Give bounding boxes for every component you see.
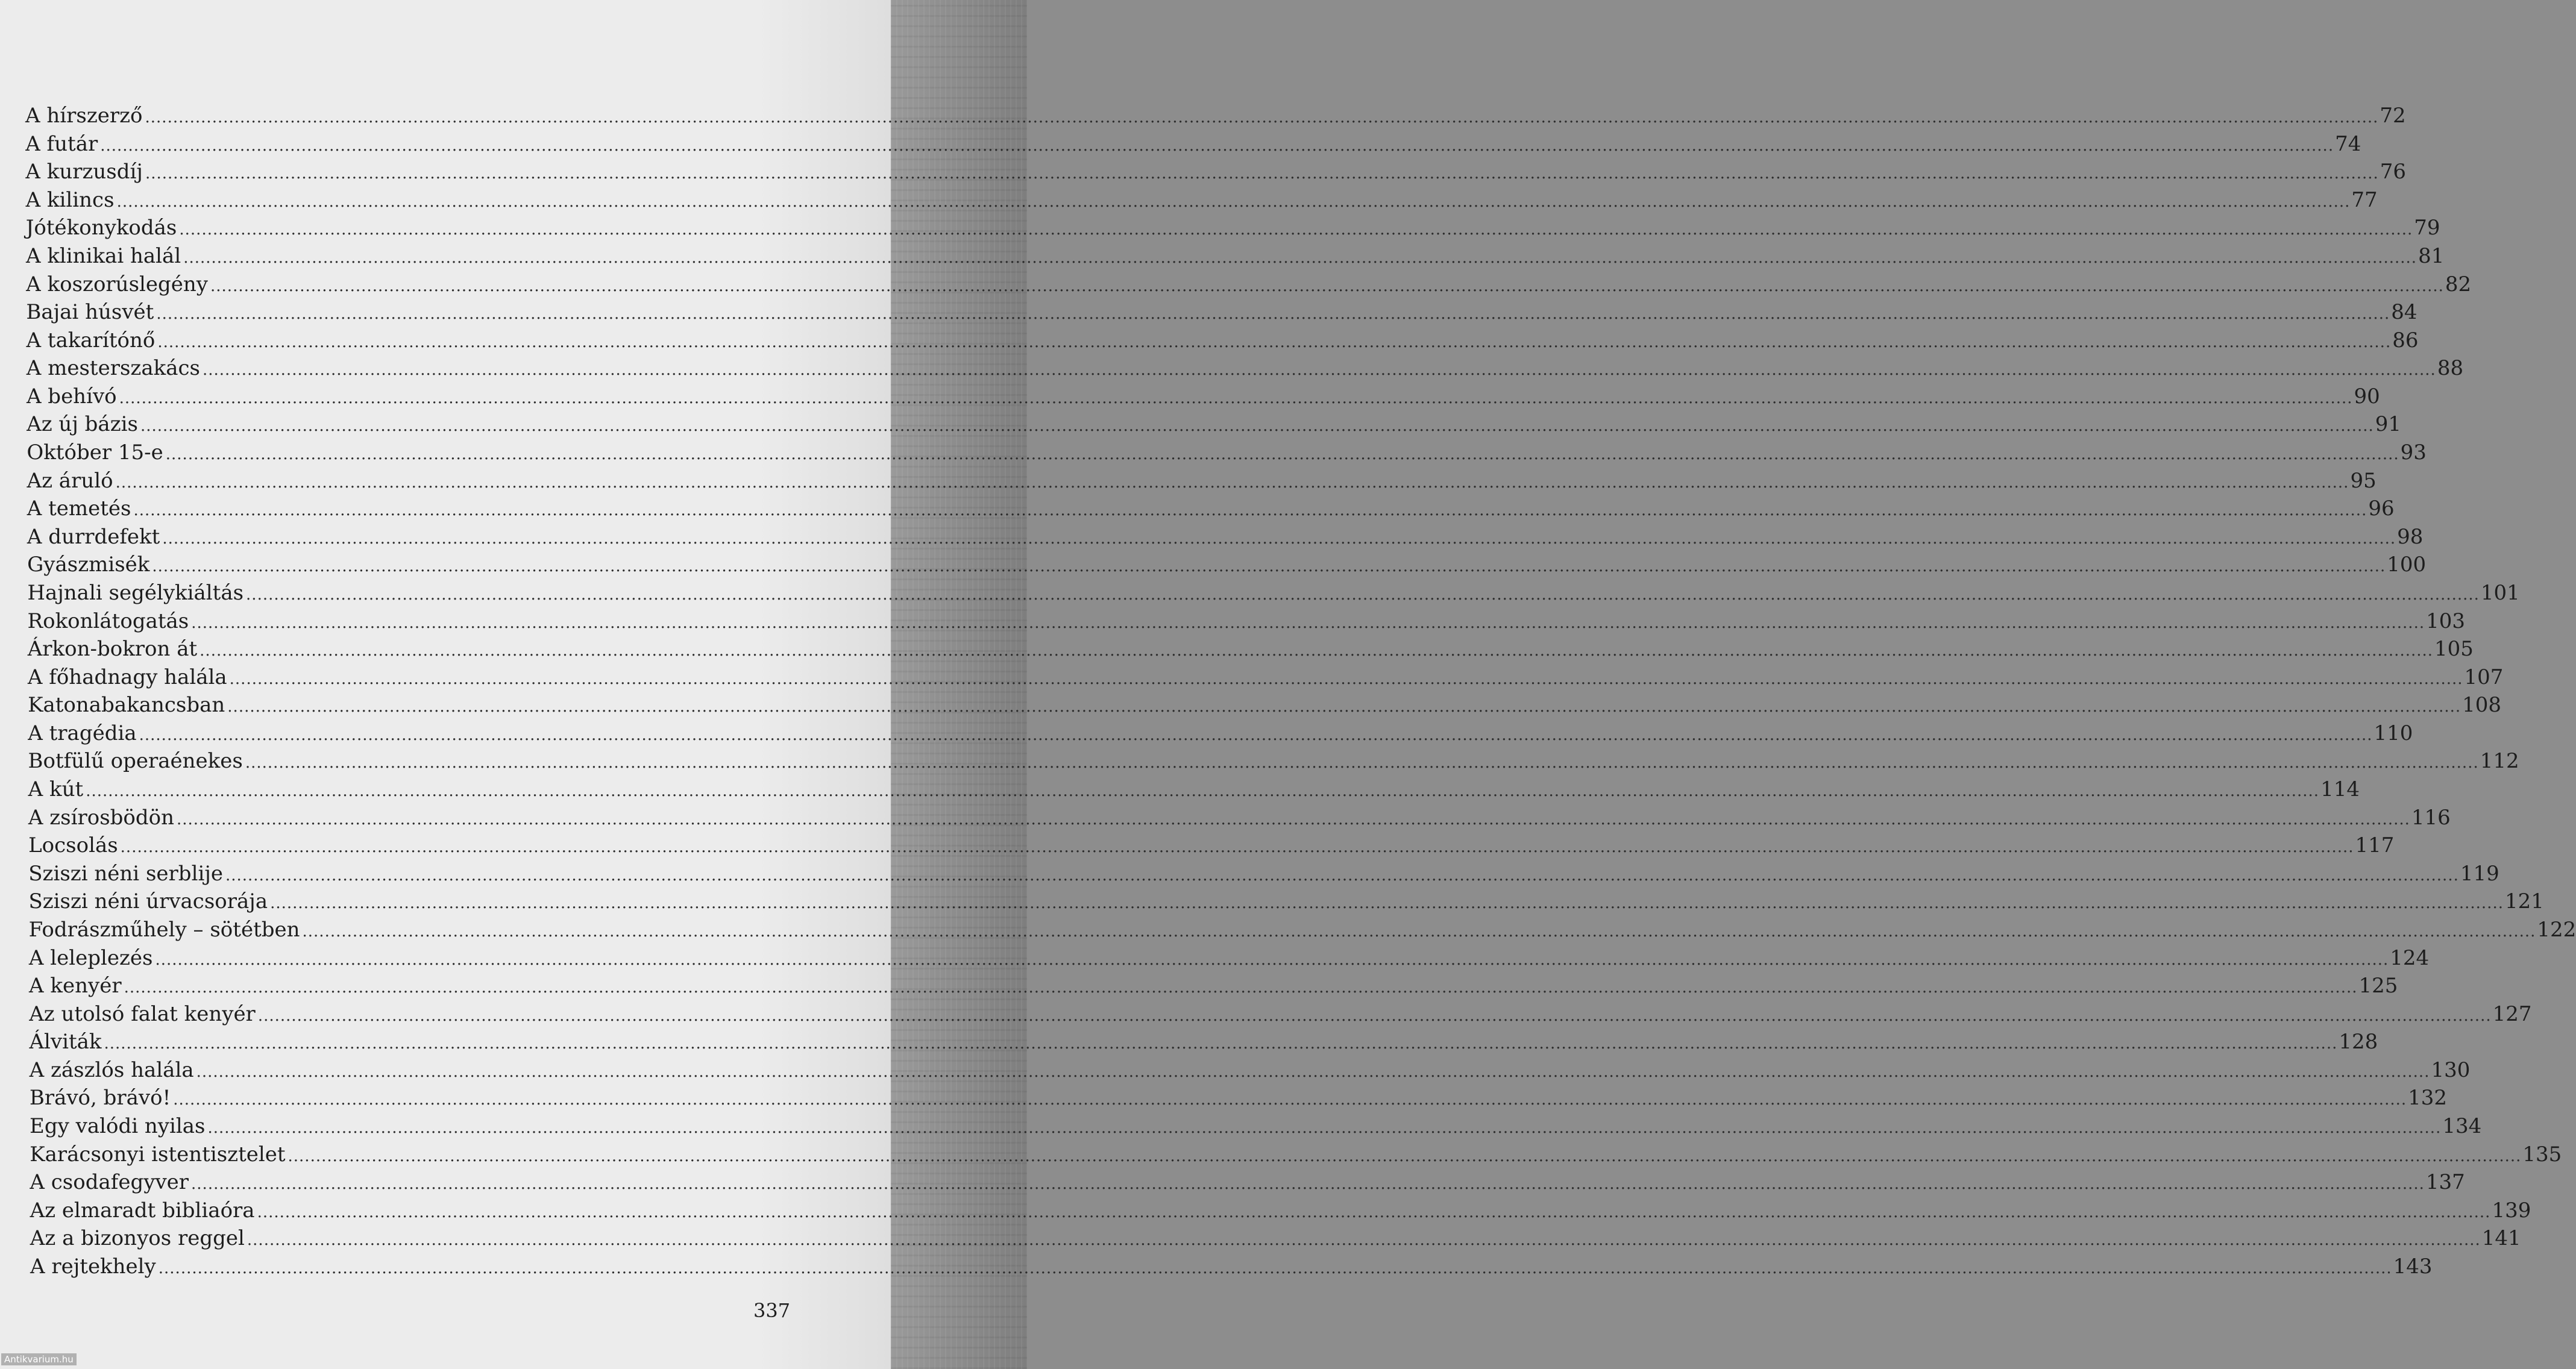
toc-entry bbox=[26, 356, 2464, 384]
toc-dot-leader: ................................................................................................................................................................................................................................................................................................................................................................................................................ bbox=[191, 1175, 2425, 1194]
toc-dot-leader: ................................................................................................................................................................................................................................................................................................................................................................................................................ bbox=[119, 389, 2353, 407]
toc-dot-leader: ................................................................................................................................................................................................................................................................................................................................................................................................................ bbox=[207, 1119, 2442, 1138]
toc-entry-title: A mesterszakács bbox=[26, 356, 200, 381]
toc-entry bbox=[28, 889, 2544, 917]
toc-entry-title: A behívó bbox=[26, 384, 117, 409]
toc-entry-page: 79 bbox=[2414, 216, 2440, 240]
toc-dot-leader: ................................................................................................................................................................................................................................................................................................................................................................................................................ bbox=[140, 417, 2374, 436]
toc-entry-title: Fodrászműhely – sötétben bbox=[28, 917, 300, 942]
toc-entry-title: Az utolsó falat kenyér bbox=[29, 1001, 256, 1026]
toc-entry bbox=[27, 468, 2377, 497]
toc-entry-page: 84 bbox=[2391, 300, 2417, 325]
toc-entry-title: Egy valódi nyilas bbox=[30, 1114, 206, 1139]
toc-entry-page: 132 bbox=[2408, 1086, 2448, 1111]
toc-entry-page: 139 bbox=[2492, 1198, 2531, 1223]
toc-entry bbox=[25, 160, 2407, 187]
toc-entry bbox=[28, 721, 2413, 749]
toc-entry bbox=[29, 1086, 2448, 1114]
toc-dot-leader: ................................................................................................................................................................................................................................................................................................................................................................................................................ bbox=[196, 1062, 2430, 1081]
toc-entry-page: 112 bbox=[2480, 749, 2519, 774]
toc-dot-leader: ................................................................................................................................................................................................................................................................................................................................................................................................................ bbox=[229, 669, 2463, 688]
toc-entry-page: 81 bbox=[2418, 243, 2445, 268]
toc-dot-leader: ................................................................................................................................................................................................................................................................................................................................................................................................................ bbox=[183, 248, 2417, 267]
toc-entry bbox=[25, 243, 2445, 272]
toc-entry-page: 77 bbox=[2351, 187, 2378, 212]
toc-dot-leader: ................................................................................................................................................................................................................................................................................................................................................................................................................ bbox=[145, 108, 2379, 127]
toc-dot-leader: ................................................................................................................................................................................................................................................................................................................................................................................................................ bbox=[199, 642, 2434, 660]
toc-entry-page: 121 bbox=[2504, 889, 2544, 914]
toc-entry-title: Sziszi néni serblije bbox=[28, 861, 223, 886]
toc-entry bbox=[27, 580, 2520, 609]
toc-entry bbox=[27, 412, 2402, 440]
toc-entry-title: Hajnali segélykiáltás bbox=[27, 580, 244, 605]
toc-dot-leader: ................................................................................................................................................................................................................................................................................................................................................................................................................ bbox=[247, 1231, 2481, 1250]
toc-entry-title: Árkon-bokron át bbox=[27, 637, 198, 662]
toc-entry-page: 135 bbox=[2522, 1142, 2562, 1167]
toc-entry-page: 119 bbox=[2460, 861, 2499, 886]
toc-entry-title: A főhadnagy halála bbox=[27, 665, 227, 689]
watermark: Antikvarium.hu bbox=[1, 1353, 77, 1365]
toc-entry-title: Az elmaradt bibliaóra bbox=[30, 1198, 255, 1223]
toc-dot-leader: ................................................................................................................................................................................................................................................................................................................................................................................................................ bbox=[257, 1006, 2492, 1025]
toc-dot-leader: ................................................................................................................................................................................................................................................................................................................................................................................................................ bbox=[155, 950, 2389, 969]
toc-entry bbox=[30, 1142, 2562, 1170]
toc-entry bbox=[27, 497, 2395, 524]
toc-dot-leader: ................................................................................................................................................................................................................................................................................................................................................................................................................ bbox=[245, 754, 2479, 772]
toc-entry-title: Az a bizonyos reggel bbox=[30, 1226, 245, 1251]
toc-entry-title: A csodafegyver bbox=[30, 1170, 189, 1195]
toc-entry-page: 114 bbox=[2320, 777, 2360, 802]
toc-entry bbox=[27, 524, 2424, 553]
toc-dot-leader: ................................................................................................................................................................................................................................................................................................................................................................................................................ bbox=[177, 810, 2410, 829]
toc-dot-leader: ................................................................................................................................................................................................................................................................................................................................................................................................................ bbox=[139, 725, 2373, 744]
toc-entry-page: 90 bbox=[2354, 384, 2380, 409]
toc-entry-page: 91 bbox=[2375, 412, 2402, 437]
toc-entry bbox=[30, 1226, 2521, 1254]
toc-dot-leader: ................................................................................................................................................................................................................................................................................................................................................................................................................ bbox=[133, 501, 2367, 520]
toc-entry bbox=[29, 1030, 2378, 1057]
toc-entry-title: Álviták bbox=[29, 1030, 102, 1054]
toc-entry-title: A kilincs bbox=[25, 187, 115, 212]
toc-dot-leader: ................................................................................................................................................................................................................................................................................................................................................................................................................ bbox=[225, 866, 2459, 885]
toc-entry-title: A leleplezés bbox=[28, 945, 153, 970]
toc-entry bbox=[25, 131, 2361, 160]
toc-entry-page: 88 bbox=[2437, 356, 2464, 381]
toc-entry-page: 134 bbox=[2442, 1114, 2482, 1139]
toc-dot-leader: ................................................................................................................................................................................................................................................................................................................................................................................................................ bbox=[158, 1259, 2392, 1277]
toc-entry-title: A zászlós halála bbox=[29, 1057, 194, 1082]
toc-dot-leader: ................................................................................................................................................................................................................................................................................................................................................................................................................ bbox=[100, 136, 2334, 155]
toc-entry bbox=[27, 440, 2427, 468]
toc-entry-title: A rejtekhely bbox=[30, 1255, 156, 1279]
toc-entry-title: Rokonlátogatás bbox=[27, 609, 189, 633]
toc-entry-title: A kurzusdíj bbox=[25, 160, 143, 184]
toc-entry-page: 108 bbox=[2462, 693, 2502, 718]
toc-entry bbox=[30, 1170, 2465, 1198]
toc-entry-title: A klinikai halál bbox=[25, 243, 181, 268]
toc-entry-title: A zsírosbödön bbox=[28, 805, 175, 830]
toc-entry-page: 117 bbox=[2355, 833, 2395, 858]
toc-entry-title: Locsolás bbox=[28, 833, 118, 858]
toc-entry-page: 127 bbox=[2492, 1001, 2532, 1026]
toc-entry-page: 130 bbox=[2431, 1057, 2471, 1082]
toc-entry-page: 82 bbox=[2445, 272, 2472, 296]
toc-entry bbox=[25, 187, 2378, 216]
toc-dot-leader: ................................................................................................................................................................................................................................................................................................................................................................................................................ bbox=[86, 782, 2320, 801]
toc-entry-page: 105 bbox=[2434, 637, 2474, 662]
toc-entry-page: 98 bbox=[2397, 524, 2424, 549]
toc-entry-page: 124 bbox=[2390, 945, 2430, 970]
toc-entry-title: Karácsonyi istentisztelet bbox=[30, 1142, 286, 1167]
toc-entry-title: Sziszi néni úrvacsorája bbox=[28, 889, 268, 914]
toc-dot-leader: ................................................................................................................................................................................................................................................................................................................................................................................................................ bbox=[227, 698, 2461, 716]
toc-entry bbox=[29, 974, 2398, 1001]
toc-dot-leader: ................................................................................................................................................................................................................................................................................................................................................................................................................ bbox=[246, 585, 2480, 604]
toc-entry bbox=[27, 553, 2427, 580]
toc-entry bbox=[26, 272, 2472, 300]
toc-entry-page: 122 bbox=[2537, 917, 2576, 942]
toc-entry-title: Gyászmisék bbox=[27, 553, 150, 577]
toc-entry-page: 95 bbox=[2350, 468, 2377, 493]
toc-entry bbox=[26, 300, 2417, 328]
toc-entry-page: 100 bbox=[2387, 553, 2427, 577]
toc-entry-page: 143 bbox=[2393, 1255, 2433, 1279]
toc-entry-page: 128 bbox=[2339, 1030, 2378, 1054]
toc-entry-title: A kút bbox=[28, 777, 84, 802]
toc-dot-leader: ................................................................................................................................................................................................................................................................................................................................................................................................................ bbox=[191, 613, 2425, 632]
toc-entry-title: Az új bázis bbox=[27, 412, 138, 437]
toc-entry bbox=[26, 384, 2380, 412]
toc-entry-page: 141 bbox=[2481, 1226, 2521, 1251]
toc-entry bbox=[28, 945, 2430, 974]
toc-dot-leader: ................................................................................................................................................................................................................................................................................................................................................................................................................ bbox=[116, 192, 2351, 211]
toc-entry bbox=[25, 104, 2406, 131]
toc-dot-leader: ................................................................................................................................................................................................................................................................................................................................................................................................................ bbox=[162, 529, 2396, 548]
toc-dot-leader: ................................................................................................................................................................................................................................................................................................................................................................................................................ bbox=[302, 922, 2536, 941]
toc-entry-page: 103 bbox=[2426, 609, 2465, 633]
toc-entry bbox=[28, 777, 2360, 805]
toc-entry-page: 116 bbox=[2411, 805, 2451, 830]
toc-entry bbox=[27, 665, 2504, 693]
toc-entry-title: A tragédia bbox=[28, 721, 137, 745]
toc-entry-title: Október 15-e bbox=[27, 440, 163, 465]
toc-dot-leader: ................................................................................................................................................................................................................................................................................................................................................................................................................ bbox=[115, 473, 2349, 492]
toc-entry bbox=[28, 833, 2395, 861]
toc-dot-leader: ................................................................................................................................................................................................................................................................................................................................................................................................................ bbox=[145, 164, 2379, 183]
page-number: 337 bbox=[753, 1299, 791, 1322]
toc-dot-leader: ................................................................................................................................................................................................................................................................................................................................................................................................................ bbox=[124, 979, 2358, 997]
toc-dot-leader: ................................................................................................................................................................................................................................................................................................................................................................................................................ bbox=[202, 361, 2436, 380]
toc-entry-page: 93 bbox=[2400, 440, 2427, 465]
toc-entry-title: Brávó, brávó! bbox=[29, 1086, 171, 1111]
toc-entry bbox=[28, 861, 2499, 889]
toc-entry-title: Katonabakancsban bbox=[28, 693, 225, 718]
toc-entry bbox=[29, 1057, 2471, 1086]
toc-entry-title: A koszorúslegény bbox=[26, 272, 209, 296]
toc-entry bbox=[29, 1001, 2532, 1030]
toc-entry-title: Bajai húsvét bbox=[26, 300, 154, 325]
toc-entry bbox=[30, 1255, 2433, 1282]
toc-entry-title: A takarítónő bbox=[26, 328, 156, 352]
toc-entry bbox=[26, 328, 2419, 356]
toc-dot-leader: ................................................................................................................................................................................................................................................................................................................................................................................................................ bbox=[179, 221, 2413, 239]
toc-entry-page: 110 bbox=[2373, 721, 2413, 745]
toc-entry-page: 96 bbox=[2368, 497, 2395, 521]
toc-dot-leader: ................................................................................................................................................................................................................................................................................................................................................................................................................ bbox=[257, 1203, 2491, 1221]
toc-dot-leader: ................................................................................................................................................................................................................................................................................................................................................................................................................ bbox=[165, 445, 2399, 464]
toc-dot-leader: ................................................................................................................................................................................................................................................................................................................................................................................................................ bbox=[210, 277, 2444, 295]
toc-entry-title: Botfülű operaénekes bbox=[28, 749, 243, 774]
toc-entry-page: 74 bbox=[2335, 131, 2361, 156]
toc-entry bbox=[27, 609, 2465, 637]
toc-entry-title: Jótékonykodás bbox=[25, 216, 177, 240]
toc-dot-leader: ................................................................................................................................................................................................................................................................................................................................................................................................................ bbox=[120, 838, 2354, 857]
toc-entry-page: 137 bbox=[2425, 1170, 2465, 1195]
toc-entry-page: 101 bbox=[2480, 580, 2520, 605]
toc-dot-leader: ................................................................................................................................................................................................................................................................................................................................................................................................................ bbox=[270, 894, 2504, 913]
toc-entry-page: 125 bbox=[2358, 974, 2398, 998]
toc-entry-page: 72 bbox=[2380, 104, 2406, 128]
toc-entry-title: A futár bbox=[25, 131, 98, 156]
toc-entry bbox=[28, 917, 2576, 945]
toc-entry bbox=[30, 1198, 2531, 1226]
toc-entry bbox=[27, 637, 2474, 665]
toc-entry-title: A durrdefekt bbox=[27, 524, 160, 549]
toc-entry-title: Az áruló bbox=[27, 468, 113, 493]
toc-dot-leader: ................................................................................................................................................................................................................................................................................................................................................................................................................ bbox=[287, 1147, 2522, 1165]
toc-entry bbox=[28, 693, 2502, 721]
toc-entry-page: 107 bbox=[2464, 665, 2504, 689]
toc-entry-page: 76 bbox=[2380, 160, 2407, 184]
toc-entry bbox=[28, 749, 2519, 777]
toc-dot-leader: ................................................................................................................................................................................................................................................................................................................................................................................................................ bbox=[173, 1091, 2407, 1109]
toc-entry-title: A hírszerző bbox=[25, 104, 143, 128]
toc-entry-title: A kenyér bbox=[29, 974, 122, 998]
toc-entry-title: A temetés bbox=[27, 497, 131, 521]
toc-dot-leader: ................................................................................................................................................................................................................................................................................................................................................................................................................ bbox=[156, 305, 2390, 324]
toc-dot-leader: ................................................................................................................................................................................................................................................................................................................................................................................................................ bbox=[157, 333, 2392, 351]
toc-entry-page: 86 bbox=[2392, 328, 2419, 352]
toc-entry bbox=[30, 1114, 2482, 1142]
toc-entry bbox=[25, 216, 2440, 243]
toc-dot-leader: ................................................................................................................................................................................................................................................................................................................................................................................................................ bbox=[104, 1035, 2338, 1053]
toc-entry bbox=[28, 805, 2451, 833]
toc-dot-leader: ................................................................................................................................................................................................................................................................................................................................................................................................................ bbox=[152, 557, 2386, 576]
